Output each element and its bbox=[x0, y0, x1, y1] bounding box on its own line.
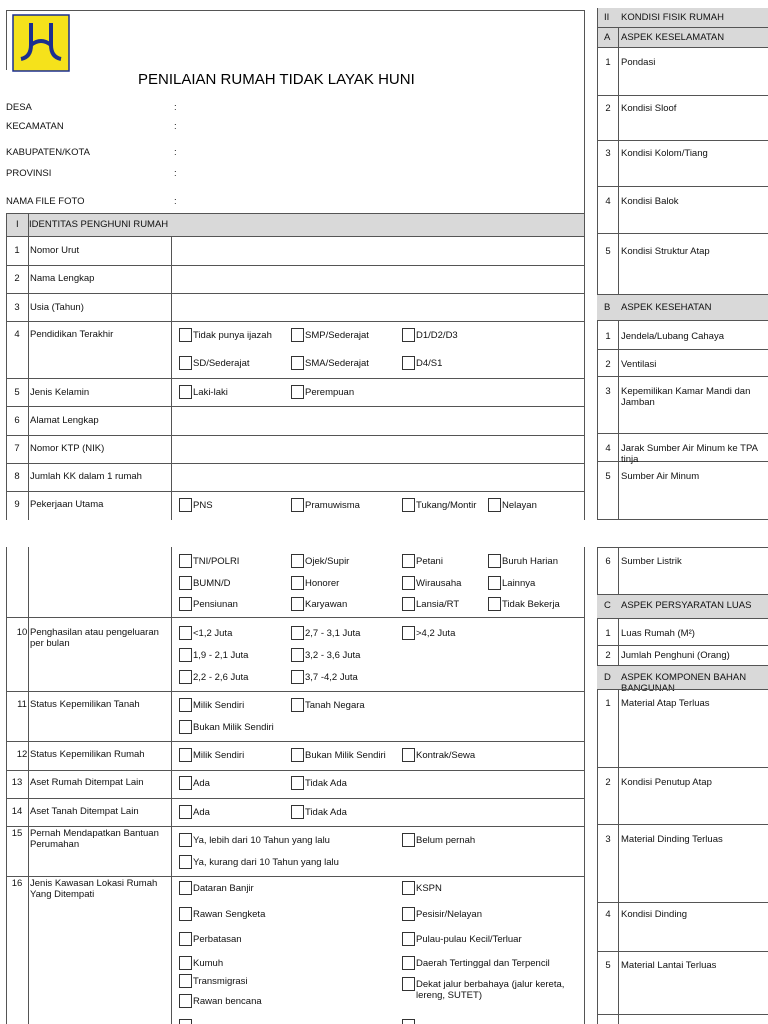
aspek-c-1-label: Luas Rumah (M²) bbox=[621, 628, 695, 639]
aspek-d-5-label: Material Lantai Terluas bbox=[621, 960, 717, 971]
pekerjaan-option-15[interactable]: Lansia/RT bbox=[402, 599, 459, 611]
aspek-b-1-label: Jendela/Lubang Cahaya bbox=[621, 331, 725, 342]
penghasilan-option-3[interactable]: >4,2 Juta bbox=[402, 628, 455, 640]
pu-logo-icon bbox=[13, 15, 69, 71]
aspek-d-2-num: 2 bbox=[605, 777, 611, 788]
row-13-num: 13 bbox=[11, 777, 23, 788]
checkbox[interactable] bbox=[179, 626, 192, 640]
checkbox[interactable] bbox=[179, 498, 192, 512]
penghasilan-option-2[interactable]: 2,7 - 3,1 Juta bbox=[291, 628, 360, 640]
info-kecamatan-sep: : bbox=[174, 121, 177, 132]
checkbox[interactable] bbox=[179, 648, 192, 662]
aspek-b-2-label: Ventilasi bbox=[621, 359, 657, 370]
aspek-a-title: ASPEK KESELAMATAN bbox=[621, 32, 725, 43]
checkbox[interactable] bbox=[291, 670, 304, 684]
aspek-b-4-label: Jarak Sumber Air Minum ke TPA tinja bbox=[621, 443, 758, 465]
info-desa-label: DESA bbox=[6, 102, 32, 113]
pekerjaan-option-11[interactable]: Wirausaha bbox=[402, 578, 461, 590]
kawasan-option-1[interactable]: Dataran Banjir bbox=[179, 883, 254, 895]
penghasilan-option-1[interactable]: <1,2 Juta bbox=[179, 628, 232, 640]
row-6-label: Alamat Lengkap bbox=[30, 415, 99, 426]
aspek-b-3-num: 3 bbox=[605, 386, 611, 397]
checkbox[interactable] bbox=[488, 554, 501, 568]
aspek-a-5-label: Kondisi Struktur Atap bbox=[621, 246, 710, 257]
pekerjaan-option-9[interactable]: BUMN/D bbox=[179, 578, 230, 590]
row-10-label: Penghasilan atau pengeluaran per bulan bbox=[30, 627, 159, 649]
penghasilan-option-7[interactable]: 3,7 -4,2 Juta bbox=[291, 672, 358, 684]
checkbox[interactable] bbox=[402, 881, 415, 895]
aspek-c-1-num: 1 bbox=[605, 628, 611, 639]
section-1-num: I bbox=[16, 219, 19, 230]
kawasan-option-7[interactable]: Kumuh bbox=[179, 958, 223, 970]
checkbox[interactable] bbox=[291, 385, 304, 399]
checkbox[interactable] bbox=[291, 356, 304, 370]
row-9-num: 9 bbox=[14, 499, 20, 510]
checkbox[interactable] bbox=[402, 748, 415, 762]
aspek-a-2-label: Kondisi Sloof bbox=[621, 103, 677, 114]
tanah-option-2[interactable]: Tanah Negara bbox=[291, 700, 365, 712]
info-kecamatan-label: KECAMATAN bbox=[6, 121, 64, 132]
row-11-label: Status Kepemilikan Tanah bbox=[30, 699, 140, 710]
checkbox[interactable] bbox=[179, 698, 192, 712]
pendidikan-option-3[interactable]: D1/D2/D3 bbox=[402, 330, 458, 342]
aspek-d-1-num: 1 bbox=[605, 698, 611, 709]
checkbox[interactable] bbox=[291, 805, 304, 819]
kawasan-option-5[interactable]: Perbatasan bbox=[179, 934, 242, 946]
checkbox[interactable] bbox=[179, 576, 192, 590]
row-1-label: Nomor Urut bbox=[30, 245, 80, 256]
pendidikan-option-4[interactable]: SD/Sederajat bbox=[179, 358, 250, 370]
aspek-c-num: C bbox=[604, 600, 611, 611]
info-kabupaten-label: KABUPATEN/KOTA bbox=[6, 147, 90, 158]
checkbox-cut-2 bbox=[402, 1019, 415, 1024]
row-12-num: 12 bbox=[16, 749, 28, 760]
aspek-b-5-label: Sumber Air Minum bbox=[621, 471, 700, 482]
aspek-b-num: B bbox=[604, 302, 611, 313]
checkbox[interactable] bbox=[179, 385, 192, 399]
pekerjaan-option-5[interactable]: TNI/POLRI bbox=[179, 556, 239, 568]
row-10-num: 10 bbox=[16, 627, 28, 638]
checkbox[interactable] bbox=[402, 356, 415, 370]
kawasan-option-6[interactable]: Pulau-pulau Kecil/Terluar bbox=[402, 934, 522, 946]
kawasan-option-11[interactable]: Rawan bencana bbox=[179, 996, 262, 1008]
rumah-option-2[interactable]: Bukan Milik Sendiri bbox=[291, 750, 386, 762]
row-8-label: Jumlah KK dalam 1 rumah bbox=[30, 471, 142, 482]
aspek-c-2-label: Jumlah Penghuni (Orang) bbox=[621, 650, 730, 661]
checkbox[interactable] bbox=[291, 626, 304, 640]
checkbox[interactable] bbox=[291, 648, 304, 662]
checkbox[interactable] bbox=[179, 670, 192, 684]
info-foto-sep: : bbox=[174, 196, 177, 207]
aspek-b-title: ASPEK KESEHATAN bbox=[621, 302, 712, 313]
checkbox[interactable] bbox=[179, 881, 192, 895]
aspek-a-2-num: 2 bbox=[605, 103, 611, 114]
aspek-b-3-label: Kepemilikan Kamar Mandi dan Jamban bbox=[621, 386, 751, 408]
rumah-option-1[interactable]: Milik Sendiri bbox=[179, 750, 244, 762]
aspek-c-2-num: 2 bbox=[605, 650, 611, 661]
checkbox[interactable] bbox=[179, 328, 192, 342]
row-12-label: Status Kepemilikan Rumah bbox=[30, 749, 145, 760]
checkbox[interactable] bbox=[291, 498, 304, 512]
checkbox[interactable] bbox=[179, 597, 192, 611]
aspek-a-5-num: 5 bbox=[605, 246, 611, 257]
checkbox[interactable] bbox=[291, 748, 304, 762]
aspek-c-title: ASPEK PERSYARATAN LUAS bbox=[621, 600, 752, 611]
row-9-label: Pekerjaan Utama bbox=[30, 499, 104, 510]
checkbox[interactable] bbox=[291, 554, 304, 568]
aspek-a-num: A bbox=[604, 32, 611, 43]
pekerjaan-option-13[interactable]: Pensiunan bbox=[179, 599, 238, 611]
pekerjaan-option-3[interactable]: Tukang/Montir bbox=[402, 500, 476, 512]
section-2-title: KONDISI FISIK RUMAH bbox=[621, 12, 724, 23]
aspek-d-num: D bbox=[604, 672, 611, 683]
info-kabupaten-sep: : bbox=[174, 147, 177, 158]
checkbox-cut-1 bbox=[179, 1019, 192, 1024]
checkbox[interactable] bbox=[402, 597, 415, 611]
bantuan-option-3[interactable]: Ya, kurang dari 10 Tahun yang lalu bbox=[179, 857, 339, 869]
row-13-label: Aset Rumah Ditempat Lain bbox=[30, 777, 144, 788]
kawasan-option-4[interactable]: Pesisir/Nelayan bbox=[402, 909, 482, 921]
checkbox[interactable] bbox=[488, 597, 501, 611]
checkbox[interactable] bbox=[179, 956, 192, 970]
aspek-a-4-num: 4 bbox=[605, 196, 611, 207]
pekerjaan-option-10[interactable]: Honorer bbox=[291, 578, 339, 590]
aset-rumah-option-1[interactable]: Ada bbox=[179, 778, 210, 790]
pekerjaan-option-6[interactable]: Ojek/Supir bbox=[291, 556, 349, 568]
aspek-d-3-label: Material Dinding Terluas bbox=[621, 834, 723, 845]
aspek-b-6-num: 6 bbox=[605, 556, 611, 567]
row-16-label: Jenis Kawasan Lokasi Rumah Yang Ditempati bbox=[30, 878, 158, 900]
row-2-num: 2 bbox=[14, 273, 20, 284]
aspek-a-1-num: 1 bbox=[605, 57, 611, 68]
checkbox[interactable] bbox=[291, 597, 304, 611]
penghasilan-option-4[interactable]: 1,9 - 2,1 Juta bbox=[179, 650, 248, 662]
pendidikan-option-1[interactable]: Tidak punya ijazah bbox=[179, 330, 272, 342]
kawasan-option-3[interactable]: Rawan Sengketa bbox=[179, 909, 265, 921]
kawasan-option-9[interactable]: Transmigrasi bbox=[179, 976, 248, 988]
aspek-d-4-num: 4 bbox=[605, 909, 611, 920]
row-4-num: 4 bbox=[14, 329, 20, 340]
section-2-num: II bbox=[604, 12, 610, 23]
kawasan-option-2[interactable]: KSPN bbox=[402, 883, 442, 895]
checkbox[interactable] bbox=[488, 576, 501, 590]
aspek-a-4-label: Kondisi Balok bbox=[621, 196, 679, 207]
checkbox[interactable] bbox=[179, 748, 192, 762]
checkbox[interactable] bbox=[179, 805, 192, 819]
row-6-num: 6 bbox=[14, 415, 20, 426]
row-1-num: 1 bbox=[14, 245, 20, 256]
row-7-num: 7 bbox=[14, 443, 20, 454]
kawasan-option-8[interactable]: Daerah Tertinggal dan Terpencil bbox=[402, 958, 550, 970]
pekerjaan-option-12[interactable]: Lainnya bbox=[488, 578, 535, 590]
info-provinsi-label: PROVINSI bbox=[6, 168, 52, 179]
checkbox[interactable] bbox=[402, 576, 415, 590]
aset-tanah-option-2[interactable]: Tidak Ada bbox=[291, 807, 347, 819]
checkbox[interactable] bbox=[291, 576, 304, 590]
kawasan-option-10[interactable]: Dekat jalur berbahaya (jalur kereta, lereng, SUTET) bbox=[402, 979, 586, 1001]
row-4-label: Pendidikan Terakhir bbox=[30, 329, 114, 340]
checkbox[interactable] bbox=[179, 720, 192, 734]
pekerjaan-option-8[interactable]: Buruh Harian bbox=[488, 556, 558, 568]
rumah-option-3[interactable]: Kontrak/Sewa bbox=[402, 750, 475, 762]
checkbox[interactable] bbox=[402, 977, 415, 991]
checkbox[interactable] bbox=[179, 554, 192, 568]
info-foto-label: NAMA FILE FOTO bbox=[6, 196, 85, 207]
pekerjaan-option-2[interactable]: Pramuwisma bbox=[291, 500, 360, 512]
bantuan-option-2[interactable]: Belum pernah bbox=[402, 835, 475, 847]
aspek-a-3-label: Kondisi Kolom/Tiang bbox=[621, 148, 708, 159]
checkbox[interactable] bbox=[402, 328, 415, 342]
checkbox[interactable] bbox=[291, 328, 304, 342]
row-15-num: 15 bbox=[11, 828, 23, 839]
info-provinsi-sep: : bbox=[174, 168, 177, 179]
section-1-title: IDENTITAS PENGHUNI RUMAH bbox=[29, 219, 169, 230]
row-3-num: 3 bbox=[14, 302, 20, 313]
tanah-option-1[interactable]: Milik Sendiri bbox=[179, 700, 244, 712]
aspek-d-3-num: 3 bbox=[605, 834, 611, 845]
row-8-num: 8 bbox=[14, 471, 20, 482]
checkbox[interactable] bbox=[402, 554, 415, 568]
aspek-b-5-num: 5 bbox=[605, 471, 611, 482]
aspek-a-1-label: Pondasi bbox=[621, 57, 656, 68]
row-14-num: 14 bbox=[11, 806, 23, 817]
pendidikan-option-6[interactable]: D4/S1 bbox=[402, 358, 442, 370]
aspek-a-3-num: 3 bbox=[605, 148, 611, 159]
pekerjaan-option-7[interactable]: Petani bbox=[402, 556, 443, 568]
checkbox[interactable] bbox=[402, 626, 415, 640]
info-desa-sep: : bbox=[174, 102, 177, 113]
aspek-d-title: ASPEK KOMPONEN BAHAN bbox=[621, 672, 747, 683]
kelamin-option-2[interactable]: Perempuan bbox=[291, 387, 354, 399]
penghasilan-option-6[interactable]: 2,2 - 2,6 Juta bbox=[179, 672, 248, 684]
aspek-b-6-label: Sumber Listrik bbox=[621, 556, 682, 567]
row-7-label: Nomor KTP (NIK) bbox=[30, 443, 105, 454]
checkbox[interactable] bbox=[179, 974, 192, 988]
checkbox[interactable] bbox=[179, 356, 192, 370]
checkbox[interactable] bbox=[291, 698, 304, 712]
row-3-label: Usia (Tahun) bbox=[30, 302, 84, 313]
penghasilan-option-5[interactable]: 3,2 - 3,6 Juta bbox=[291, 650, 360, 662]
checkbox[interactable] bbox=[179, 994, 192, 1008]
bantuan-option-1[interactable]: Ya, lebih dari 10 Tahun yang lalu bbox=[179, 835, 330, 847]
checkbox[interactable] bbox=[402, 956, 415, 970]
tanah-option-3[interactable]: Bukan Milik Sendiri bbox=[179, 722, 274, 734]
page-title: PENILAIAN RUMAH TIDAK LAYAK HUNI bbox=[138, 71, 415, 88]
pekerjaan-option-1[interactable]: PNS bbox=[179, 500, 213, 512]
checkbox[interactable] bbox=[179, 932, 192, 946]
aset-rumah-option-2[interactable]: Tidak Ada bbox=[291, 778, 347, 790]
checkbox[interactable] bbox=[179, 855, 192, 869]
pekerjaan-option-4[interactable]: Nelayan bbox=[488, 500, 537, 512]
checkbox[interactable] bbox=[402, 833, 415, 847]
checkbox[interactable] bbox=[402, 498, 415, 512]
checkbox[interactable] bbox=[179, 833, 192, 847]
aspek-b-4-num: 4 bbox=[605, 443, 611, 454]
row-15-label: Pernah Mendapatkan Bantuan Perumahan bbox=[30, 828, 159, 850]
aspek-b-2-num: 2 bbox=[605, 359, 611, 370]
checkbox[interactable] bbox=[179, 776, 192, 790]
row-5-num: 5 bbox=[14, 387, 20, 398]
checkbox[interactable] bbox=[488, 498, 501, 512]
pendidikan-option-5[interactable]: SMA/Sederajat bbox=[291, 358, 369, 370]
checkbox[interactable] bbox=[402, 907, 415, 921]
row-16-num: 16 bbox=[11, 878, 23, 889]
row-11-num: 11 bbox=[17, 699, 27, 710]
aspek-b-1-num: 1 bbox=[605, 331, 611, 342]
checkbox[interactable] bbox=[291, 776, 304, 790]
checkbox[interactable] bbox=[179, 907, 192, 921]
aspek-d-1-label: Material Atap Terluas bbox=[621, 698, 710, 709]
kelamin-option-1[interactable]: Laki-laki bbox=[179, 387, 228, 399]
pekerjaan-option-16[interactable]: Tidak Bekerja bbox=[488, 599, 560, 611]
aspek-d-4-label: Kondisi Dinding bbox=[621, 909, 688, 920]
row-5-label: Jenis Kelamin bbox=[30, 387, 90, 398]
pendidikan-option-2[interactable]: SMP/Sederajat bbox=[291, 330, 369, 342]
row-14-label: Aset Tanah Ditempat Lain bbox=[30, 806, 139, 817]
checkbox[interactable] bbox=[402, 932, 415, 946]
row-2-label: Nama Lengkap bbox=[30, 273, 95, 284]
aspek-d-5-num: 5 bbox=[605, 960, 611, 971]
aspek-d-2-label: Kondisi Penutup Atap bbox=[621, 777, 712, 788]
pekerjaan-option-14[interactable]: Karyawan bbox=[291, 599, 347, 611]
aset-tanah-option-1[interactable]: Ada bbox=[179, 807, 210, 819]
